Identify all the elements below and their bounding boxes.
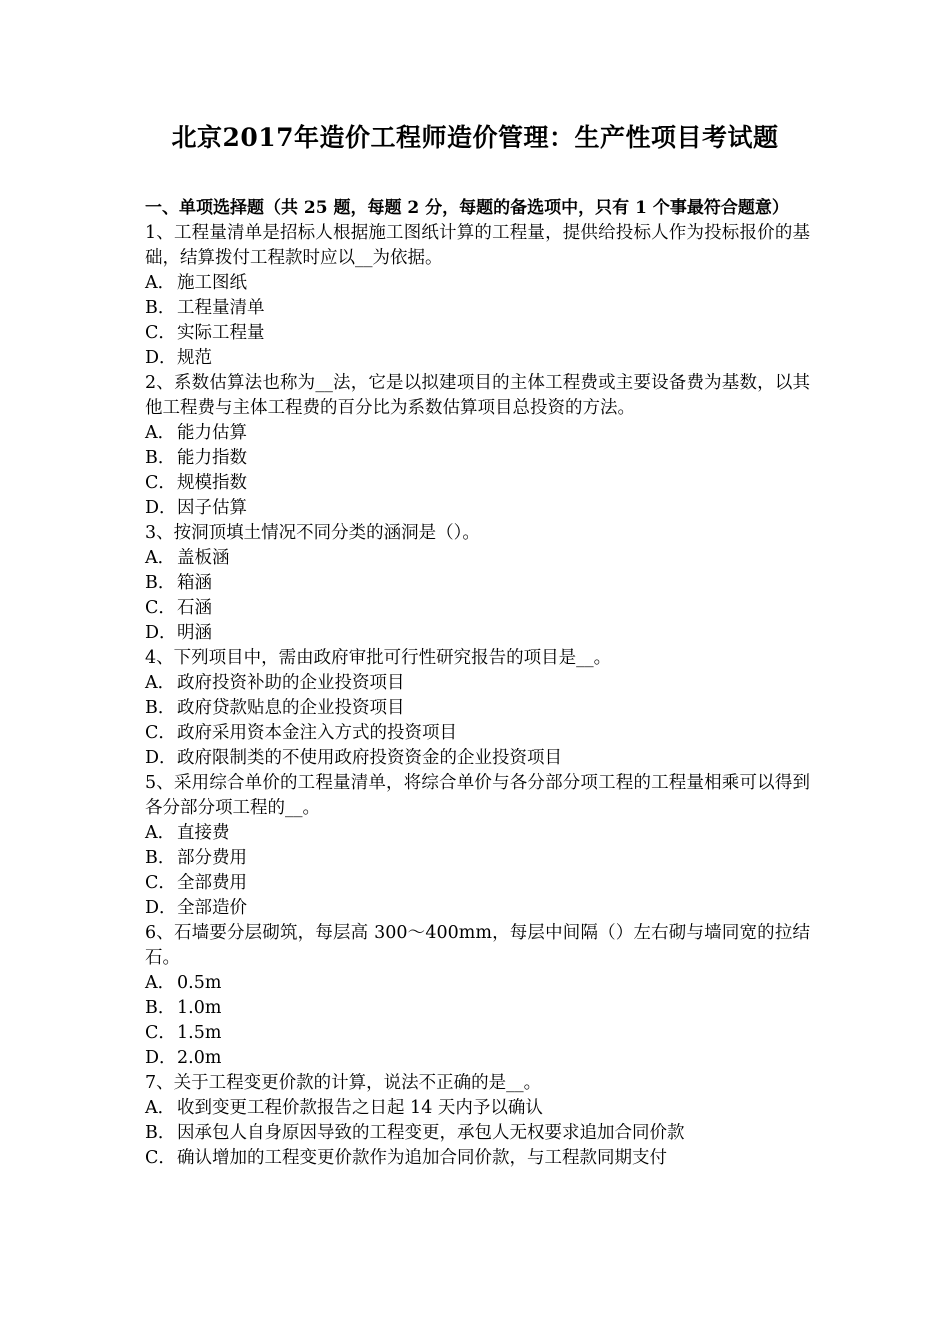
option-d bbox=[145, 346, 810, 371]
option-text: 政府采用资本金注入方式的投资项目 bbox=[177, 723, 457, 743]
option-letter: C． bbox=[145, 723, 176, 743]
option-a bbox=[145, 971, 810, 996]
option-b bbox=[145, 446, 810, 471]
option-d bbox=[145, 1046, 810, 1071]
option-b bbox=[145, 571, 810, 596]
option-text: 实际工程量 bbox=[177, 323, 265, 343]
option-letter: C． bbox=[145, 598, 176, 618]
question-text: 6、石墙要分层砌筑，每层高 300～400mm，每层中间隔（）左右砌与墙同宽的拉结石。 bbox=[145, 923, 810, 968]
option-letter: B． bbox=[145, 848, 176, 868]
question-text: 4、下列项目中，需由政府审批可行性研究报告的项目是__。 bbox=[145, 648, 612, 668]
option-letter: C． bbox=[145, 873, 176, 893]
option-letter: C． bbox=[145, 1148, 176, 1168]
question-text: 1、工程量清单是招标人根据施工图纸计算的工程量，提供给投标人作为投标报价的基础，结算拨付工程款时应以__为依据。 bbox=[145, 223, 810, 268]
option-text: 规模指数 bbox=[177, 473, 247, 493]
option-c bbox=[145, 1021, 810, 1046]
option-d bbox=[145, 496, 810, 521]
option-text: 能力指数 bbox=[177, 448, 247, 468]
question bbox=[145, 371, 810, 521]
option-letter: D． bbox=[145, 748, 177, 768]
document-body bbox=[145, 196, 810, 1171]
option-c bbox=[145, 471, 810, 496]
option-text: 能力估算 bbox=[177, 423, 247, 443]
option-letter: B． bbox=[145, 998, 176, 1018]
option-d bbox=[145, 896, 810, 921]
option-text: 政府限制类的不使用政府投资资金的企业投资项目 bbox=[177, 748, 562, 768]
option-letter: D． bbox=[145, 498, 177, 518]
option-c bbox=[145, 1146, 810, 1171]
question-text: 3、按洞顶填土情况不同分类的涵洞是（）。 bbox=[145, 523, 480, 543]
question bbox=[145, 521, 810, 646]
option-b bbox=[145, 1121, 810, 1146]
option-d bbox=[145, 621, 810, 646]
option-text: 工程量清单 bbox=[177, 298, 265, 318]
question bbox=[145, 646, 810, 771]
option-letter: B． bbox=[145, 698, 176, 718]
option-letter: A． bbox=[145, 823, 176, 843]
option-letter: C． bbox=[145, 323, 176, 343]
option-letter: A． bbox=[145, 973, 176, 993]
option-c bbox=[145, 871, 810, 896]
option-text: 盖板涵 bbox=[177, 548, 230, 568]
option-letter: B． bbox=[145, 448, 176, 468]
option-c bbox=[145, 321, 810, 346]
question bbox=[145, 221, 810, 371]
question-text: 5、采用综合单价的工程量清单，将综合单价与各分部分项工程的工程量相乘可以得到各分部分项工程的__。 bbox=[145, 773, 810, 818]
option-text: 因承包人自身原因导致的工程变更，承包人无权要求追加合同价款 bbox=[177, 1123, 685, 1143]
option-a bbox=[145, 421, 810, 446]
option-b bbox=[145, 296, 810, 321]
option-letter: B． bbox=[145, 298, 176, 318]
option-text: 确认增加的工程变更价款作为追加合同价款，与工程款同期支付 bbox=[177, 1148, 667, 1168]
option-text: 政府投资补助的企业投资项目 bbox=[177, 673, 405, 693]
option-letter: D． bbox=[145, 348, 177, 368]
question-text: 2、系数估算法也称为__法，它是以拟建项目的主体工程费或主要设备费为基数，以其他工程费与主体工程费的百分比为系数估算项目总投资的方法。 bbox=[145, 373, 810, 418]
option-text: 全部费用 bbox=[177, 873, 247, 893]
page-title: 北京2017年造价工程师造价管理：生产性项目考试题 bbox=[171, 123, 779, 152]
option-text: 箱涵 bbox=[177, 573, 212, 593]
option-text: 部分费用 bbox=[177, 848, 247, 868]
question bbox=[145, 1071, 810, 1171]
option-text: 2.0m bbox=[177, 1048, 222, 1068]
option-letter: C． bbox=[145, 1023, 176, 1043]
option-letter: A． bbox=[145, 673, 176, 693]
option-text: 全部造价 bbox=[177, 898, 247, 918]
option-d bbox=[145, 746, 810, 771]
option-a bbox=[145, 546, 810, 571]
option-letter: B． bbox=[145, 1123, 176, 1143]
option-text: 规范 bbox=[177, 348, 212, 368]
option-text: 1.0m bbox=[177, 998, 222, 1018]
option-b bbox=[145, 846, 810, 871]
option-a bbox=[145, 821, 810, 846]
question bbox=[145, 921, 810, 1071]
option-a bbox=[145, 271, 810, 296]
option-text: 收到变更工程价款报告之日起 14 天内予以确认 bbox=[177, 1098, 543, 1118]
option-letter: A． bbox=[145, 423, 176, 443]
option-text: 直接费 bbox=[177, 823, 230, 843]
option-letter: D． bbox=[145, 623, 177, 643]
option-text: 石涵 bbox=[177, 598, 212, 618]
option-a bbox=[145, 1096, 810, 1121]
option-text: 1.5m bbox=[177, 1023, 222, 1043]
option-letter: A． bbox=[145, 273, 176, 293]
option-text: 0.5m bbox=[177, 973, 222, 993]
option-text: 因子估算 bbox=[177, 498, 247, 518]
section-header: 一、单项选择题（共 25 题，每题 2 分，每题的备选项中，只有 1 个事最符合题意） bbox=[145, 198, 789, 218]
question bbox=[145, 771, 810, 921]
option-letter: D． bbox=[145, 898, 177, 918]
option-text: 施工图纸 bbox=[177, 273, 247, 293]
option-b bbox=[145, 996, 810, 1021]
option-c bbox=[145, 721, 810, 746]
option-letter: B． bbox=[145, 573, 176, 593]
option-c bbox=[145, 596, 810, 621]
question-text: 7、关于工程变更价款的计算，说法不正确的是__。 bbox=[145, 1073, 542, 1093]
option-b bbox=[145, 696, 810, 721]
option-letter: A． bbox=[145, 548, 176, 568]
option-text: 明涵 bbox=[177, 623, 212, 643]
option-text: 政府贷款贴息的企业投资项目 bbox=[177, 698, 405, 718]
option-letter: A． bbox=[145, 1098, 176, 1118]
option-letter: D． bbox=[145, 1048, 177, 1068]
option-a bbox=[145, 671, 810, 696]
option-letter: C． bbox=[145, 473, 176, 493]
